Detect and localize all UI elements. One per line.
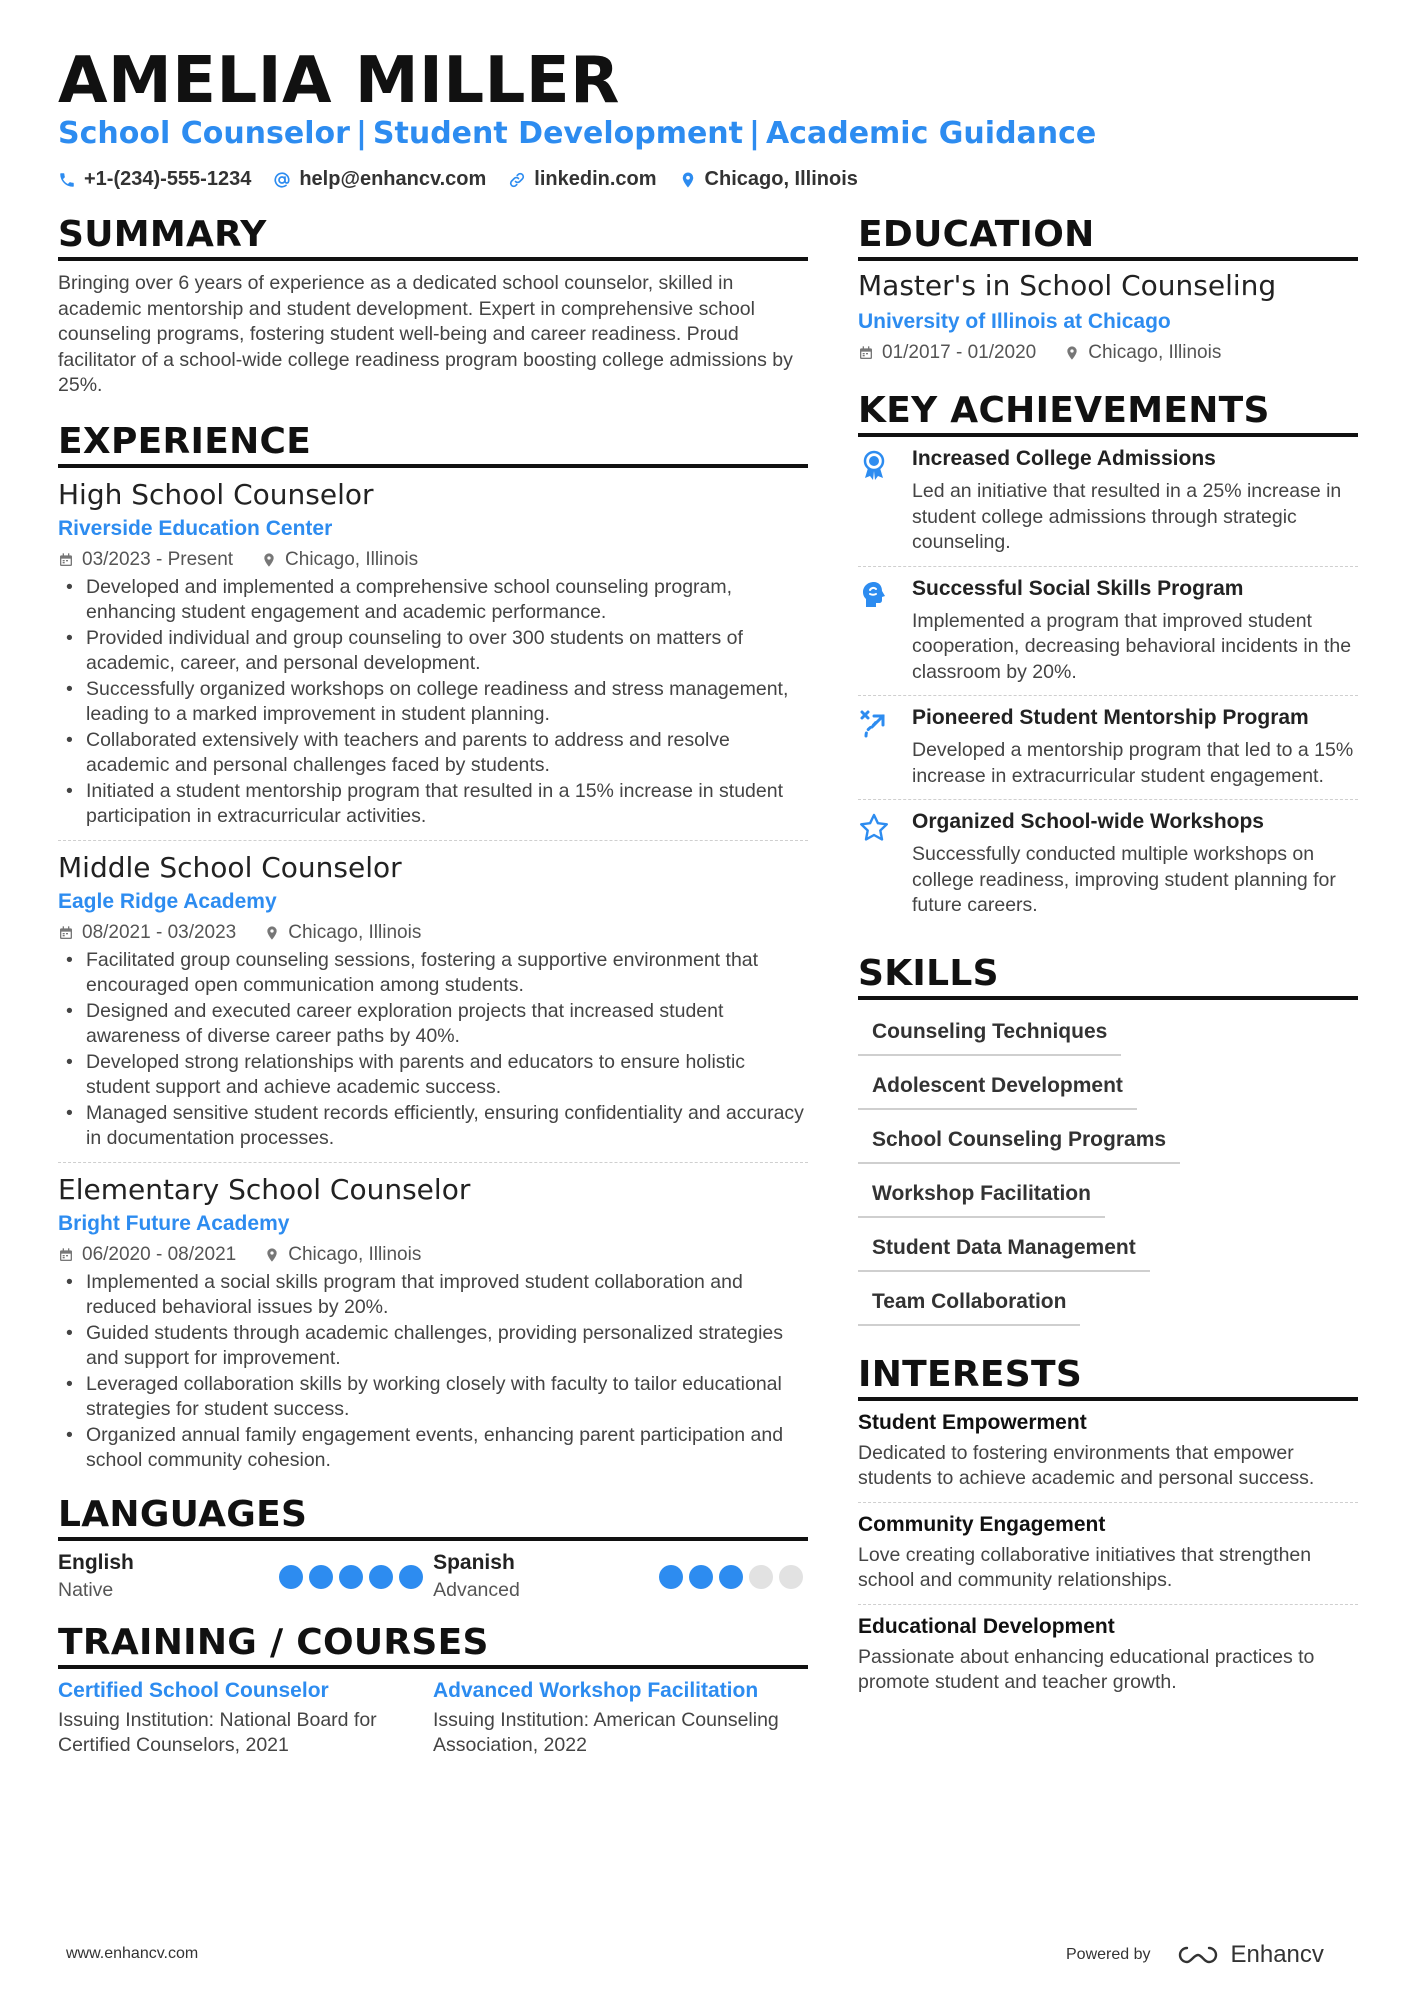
rating-dot [719,1565,743,1589]
interest-item [858,1503,1358,1605]
interest-title: Community Engagement [858,1512,1106,1536]
job-entry [58,468,808,841]
location-pin-icon [264,925,280,941]
phone-icon [58,171,76,189]
experience-section [58,421,808,1484]
job-bullet: • Collaborated extensively with teachers and parents to address and resolve academic and personal challenges faced by students. [58,728,808,779]
achievement-desc: Developed a mentorship program that led to a 15% increase in extracurricular student engagement. [912,739,1354,787]
job-dates: 03/2023 - Present [82,548,234,570]
job-company: Riverside Education Center [58,516,333,540]
strategy-path-icon [858,708,890,740]
location-pin-icon [679,171,697,189]
interest-item [858,1401,1358,1503]
job-bullet: • Developed strong relationships with parents and educators to ensure holistic student support and achieve academic success. [58,1050,808,1101]
job-bullet: • Guided students through academic challenges, providing personalized strategies and support for improvement. [58,1321,808,1372]
summary-section [58,214,808,399]
job-bullets [58,575,808,830]
job-bullet: • Provided individual and group counseling to over 300 students on matters of academic, career, and personal development. [58,626,808,677]
job-company: Eagle Ridge Academy [58,889,277,913]
job-bullets [58,948,808,1152]
contact-bar [58,168,858,191]
contact-location-text: Chicago, Illinois [704,168,858,190]
achievement-desc: Led an initiative that resulted in a 25% increase in student college admissions through strategic counseling. [912,480,1342,553]
rating-dot [399,1565,423,1589]
achievement-desc: Implemented a program that improved student cooperation, decreasing behavioral incidents in the classroom by 20%. [912,609,1352,683]
location-pin-icon [264,1247,280,1263]
language-rating [279,1565,423,1602]
skill-tag: Counseling Techniques [858,1010,1121,1056]
job-entry [58,841,808,1163]
training-title: Certified School Counselor [58,1678,329,1702]
award-ribbon-icon [858,449,890,481]
experience-heading: EXPERIENCE [58,421,808,468]
job-bullets [58,1270,808,1474]
rating-dot [279,1565,303,1589]
job-bullet: • Successfully organized workshops on college readiness and stress management, leading to a marked improvement in student planning. [58,677,808,728]
summary-heading: SUMMARY [58,214,808,261]
contact-phone-text: +1-(234)-555-1234 [84,168,252,190]
left-column [58,214,808,1759]
education-school: University of Illinois at Chicago [858,310,1171,333]
skill-tag: Team Collaboration [858,1280,1080,1326]
rating-dot [309,1565,333,1589]
training-desc: Issuing Institution: American Counseling Association, 2022 [433,1708,779,1756]
job-location: Chicago, Illinois [288,1243,422,1265]
right-column [858,214,1358,1706]
achievement-title: Increased College Admissions [912,447,1216,470]
contact-location [679,168,858,191]
interest-title: Student Empowerment [858,1410,1087,1434]
education-dates: 01/2017 - 01/2020 [882,342,1037,363]
job-location: Chicago, Illinois [285,548,419,570]
job-title: Elementary School Counselor [58,1172,471,1206]
at-icon [273,171,291,189]
job-title: High School Counselor [58,477,374,511]
calendar-icon [58,552,74,568]
education-heading: EDUCATION [858,214,1358,261]
language-level: Advanced [433,1578,520,1601]
job-dates: 06/2020 - 08/2021 [82,1243,237,1265]
achievement-item [858,800,1358,929]
job-bullet: • Facilitated group counseling sessions, fostering a supportive environment that encouraged open communication among students. [58,948,808,999]
contact-phone[interactable] [58,168,251,191]
education-meta [858,342,1358,364]
training-item [58,1677,433,1759]
headline-separator: | [749,116,760,151]
rating-dot [659,1565,683,1589]
job-bullet: • Leveraged collaboration skills by working closely with faculty to tailor educational strategies for student success. [58,1372,808,1423]
interest-desc: Dedicated to fostering environments that empower students to achieve academic and personal success. [858,1441,1315,1489]
rating-dot [689,1565,713,1589]
calendar-icon [58,1247,74,1263]
rating-dot [779,1565,803,1589]
rating-dot [749,1565,773,1589]
language-name: English [58,1550,134,1574]
job-bullet: • Developed and implemented a comprehensive school counseling program, enhancing student engagement and academic performance. [58,575,808,626]
job-bullet: • Initiated a student mentorship program that resulted in a 15% increase in student participation in extracurricular activities. [58,779,808,830]
job-dates: 08/2021 - 03/2023 [82,921,237,943]
job-title: Middle School Counselor [58,850,402,884]
job-company: Bright Future Academy [58,1211,290,1235]
link-icon [508,171,526,189]
contact-linkedin-text: linkedin.com [534,168,657,190]
job-meta [58,1244,808,1266]
language-item [433,1551,808,1602]
training-list [58,1677,808,1759]
languages-section [58,1494,808,1602]
calendar-icon [858,345,874,361]
achievements-section [858,390,1358,929]
education-section [858,214,1358,364]
interest-desc: Love creating collaborative initiatives that strengthen school and community relationships. [858,1543,1312,1591]
training-desc: Issuing Institution: National Board for Certified Counselors, 2021 [58,1708,377,1756]
language-item [58,1551,433,1602]
contact-email-text: help@enhancv.com [299,168,487,190]
contact-email[interactable] [273,168,486,191]
achievement-item [858,567,1358,697]
location-pin-icon [1064,345,1080,361]
job-bullet: • Designed and executed career exploration projects that increased student awareness of diverse career paths by 40%. [58,999,808,1050]
skill-tag: Student Data Management [858,1226,1150,1272]
achievement-desc: Successfully conducted multiple workshops on college readiness, improving student planning for future careers. [912,843,1336,916]
job-bullet: • Implemented a social skills program that improved student collaboration and reduced behavioral issues by 20%. [58,1270,808,1321]
training-heading: TRAINING / COURSES [58,1622,808,1669]
interests-section [858,1354,1358,1706]
footer-powered [1066,1941,1324,1969]
education-location: Chicago, Illinois [1088,342,1222,363]
head-brain-icon [858,579,890,611]
rating-dot [339,1565,363,1589]
summary-text: Bringing over 6 years of experience as a dedicated school counselor, skilled in academic mentorship and student development. Expert in comprehensive school counseling programs, fostering student well-being and career readiness. Proud facilitator of a school-wide college readiness program boosting college admissions by 25%. [58,272,793,396]
job-bullet: • Organized annual family engagement events, enhancing parent participation and school community cohesion. [58,1423,808,1474]
achievement-item [858,437,1358,567]
rating-dot [369,1565,393,1589]
job-entry [58,1163,808,1484]
skills-section [858,953,1358,1330]
skill-tag: Adolescent Development [858,1064,1137,1110]
achievements-heading: KEY ACHIEVEMENTS [858,390,1358,437]
headline-role: School Counselor [58,116,350,151]
interest-title: Educational Development [858,1614,1115,1638]
contact-linkedin[interactable] [508,168,656,191]
brand-logo[interactable] [1175,1941,1324,1969]
job-meta [58,549,808,571]
calendar-icon [58,925,74,941]
job-bullet: • Managed sensitive student records efficiently, ensuring confidentiality and accuracy in documentation processes. [58,1101,808,1152]
footer-url[interactable]: www.enhancv.com [66,1945,199,1962]
education-degree: Master's in School Counseling [858,269,1277,302]
skill-tag: Workshop Facilitation [858,1172,1105,1218]
languages-list [58,1551,808,1602]
candidate-name: AMELIA MILLER [58,44,620,118]
language-rating [659,1565,803,1602]
headline-role: Student Development [372,116,743,151]
headline-role: Academic Guidance [765,116,1097,151]
enhancv-logo-icon [1175,1943,1221,1967]
skill-tag: School Counseling Programs [858,1118,1180,1164]
training-item [433,1677,808,1759]
job-location: Chicago, Illinois [288,921,422,943]
achievement-item [858,696,1358,800]
training-section [58,1622,808,1759]
skills-heading: SKILLS [858,953,1358,1000]
skills-list [858,1006,1358,1330]
language-level: Native [58,1578,114,1601]
achievement-title: Pioneered Student Mentorship Program [912,706,1309,729]
languages-heading: LANGUAGES [58,1494,808,1541]
location-pin-icon [261,552,277,568]
headline-separator: | [355,116,367,151]
interests-heading: INTERESTS [858,1354,1358,1401]
job-meta [58,922,808,944]
star-outline-icon [858,812,890,844]
interest-item [858,1605,1358,1706]
interest-desc: Passionate about enhancing educational practices to promote student and teacher growth. [858,1645,1315,1693]
language-name: Spanish [433,1550,515,1574]
headline [58,116,1096,151]
achievement-title: Successful Social Skills Program [912,576,1244,600]
training-title: Advanced Workshop Facilitation [433,1678,759,1702]
achievement-title: Organized School-wide Workshops [912,810,1264,833]
powered-by-label: Powered by [1066,1946,1151,1963]
brand-name: Enhancv [1230,1941,1324,1968]
